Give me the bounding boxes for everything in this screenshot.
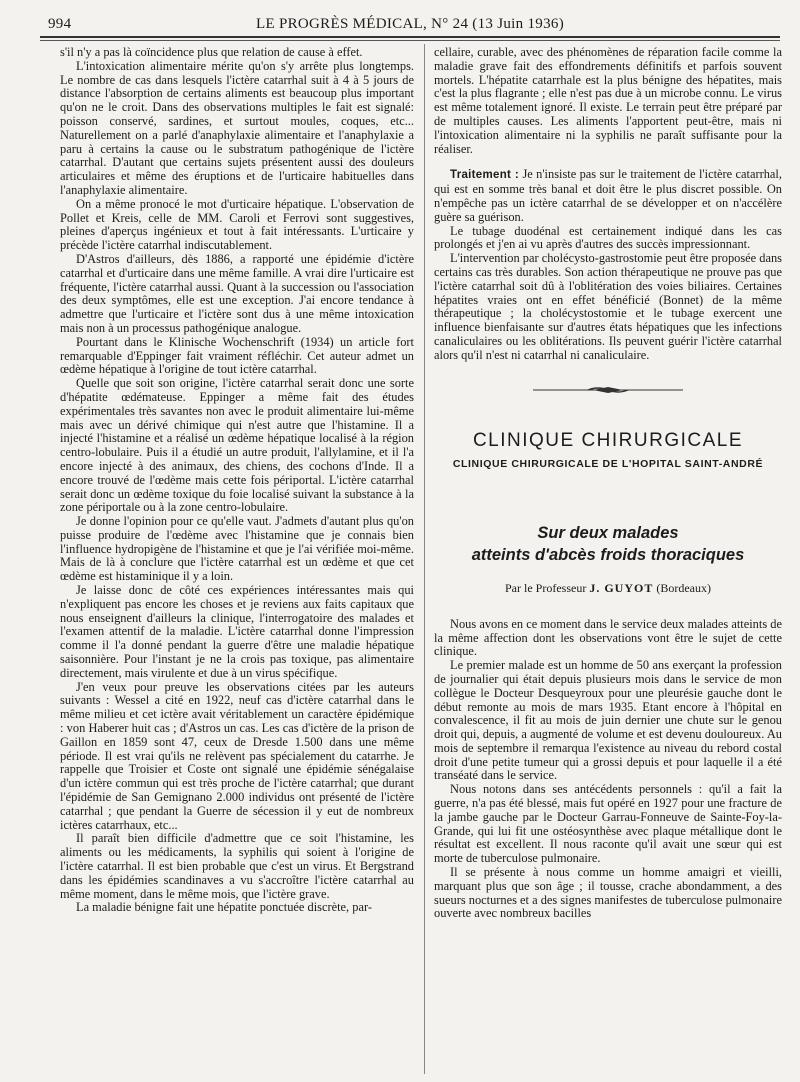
byline-prefix: Par le Professeur: [505, 580, 587, 595]
paragraph: Je laisse donc de côté ces expériences intéressantes mais qui n'expliquent pas encore les choses et je reviens aux faits capitaux que nous enseignent d'ailleurs la clinique, l'interrogatoire des malades et l'examen attentif de la maladie. L'ictère catarrhal donne l'impression comme il l'a donné pendant la guerre d'être une maladie hépatique saisonnière. Pour l'instant je ne la crois pas toxique, pas alimentaire directement, mais virulente et due à un virus spécifique.: [60, 583, 414, 680]
treatment-paragraph: [434, 168, 782, 224]
paragraph: La maladie bénigne fait une hépatite ponctuée discrète, par-: [76, 900, 372, 915]
section-title: CLINIQUE CHIRURGICALE: [472, 430, 744, 452]
column-divider: [424, 44, 425, 1074]
left-column: [60, 46, 414, 915]
paragraph: cellaire, curable, avec des phénomènes de réparation facile comme la maladie grave fait des effondrements définitifs et parfois souvent mortels. L'hépatite catarrhale est la plus bénigne des hépatites, mais c'est la plus flagrante ; elle n'est pas due à un microbe connu. Le virus est même totalement ignoré. Il existe. Le terrain peut être préparé par de multiples causes. Les aliments l'apportent peut-être, mais ni l'intoxication alimentaire ni la syphilis ne paraît suffisante pour la réaliser.: [434, 45, 782, 156]
header-rule: [40, 36, 780, 38]
paragraph: L'intervention par cholécysto-gastrostomie peut être proposée dans certains cas très durables. Son action thérapeutique ne prouve pas que l'ictère catarrhal soit dû à l'oblitération des voies biliaires. Certaines hépatites vraies ont en effet bénéficié (Bonnet) de la même thérapeutique ; la cholécystostomie et le tubage exercent une influence bienfaisante sur d'autres états hépatiques que les infections canaliculaires ou les oblitérations. Ils peuvent guérir l'ictère catarrhal alors qu'il n'est ni catarrhal ni canaliculaire.: [434, 251, 782, 362]
paragraph: Le tubage duodénal est certainement indiqué dans les cas prolongés et j'en ai vu après d'autres des succès impressionnant.: [434, 223, 782, 252]
paragraph: Il se présente à nous comme un homme amaigri et vieilli, marquant plus que son âge ; il tousse, crache abondamment, a des sueurs nocturnes et a des signes manifestes de tuberculose pulmonaire ouverte avec nombreux bacilles: [434, 865, 782, 921]
page-number: 994: [48, 16, 72, 32]
treatment-label: Traitement :: [450, 169, 520, 182]
paragraph: J'en veux pour preuve les observations citées par les auteurs suivants : Wessel a cité en 1922, neuf cas d'ictère catarrhal dans le même milieu et cet ictère avait véritablement un caractère épidémique : von Haberer huit cas ; d'Astros un cas. Les cas d'ictère de la prison de Gaillon en 1859 sont 47, ceux de Dresde 1.500 dans une même période. Il est vrai qu'ils ne relèvent pas spécialement du catarrhe. Je rappelle que Troisier et Coste ont signalé une épidémie sénégalaise d'un ictère commun qui est très proche de l'ictère catarrhal; que durant l'épidémie de San Gemignano 2.000 individus ont présenté de l'ictère catarrhal ; que pendant la Guerre de sécession il y eut de nombreux ictères catarrhaux, etc...: [60, 679, 414, 832]
treatment-text: Je n'insiste pas sur le traitement de l'ictère catarrhal, qui est en somme très banal et doit être le plus discret possible. On n'empêche pas un ictère catarrhal de se développer et on n'accélère guère sa guérison.: [434, 167, 782, 224]
section-subtitle: CLINIQUE CHIRURGICALE DE L'HOPITAL SAINT-ANDRÉ: [452, 458, 764, 471]
paragraph: Pourtant dans le Klinische Wochenschrift (1934) un article fort remarquable d'Eppinger fait vraiment réfléchir. Cet auteur admet un œdème hépatique à l'origine de tout ictère catarrhal.: [60, 334, 414, 377]
byline: [434, 582, 782, 596]
article-title-line: Sur deux malades: [537, 523, 679, 542]
journal-title: LE PROGRÈS MÉDICAL, N° 24 (13 Juin 1936): [255, 16, 564, 32]
ornament-rule-icon: [533, 385, 683, 395]
paragraph: s'il n'y a pas là coïncidence plus que relation de cause à effet.: [60, 45, 363, 59]
paragraph: On a même pronocé le mot d'urticaire hépatique. L'observation de Pollet et Kreis, celle de MM. Caroli et Ferrovi sont suggestives, pleines d'aperçus ingénieux et tout à fait intéressants. L'urticaire y précède l'ictère catarrhal indiscutablement.: [60, 196, 414, 253]
paragraph: D'Astros d'ailleurs, dès 1886, a rapporté une épidémie d'ictère catarrhal et d'urticaire dans une même famille. A vrai dire l'urticaire est fréquente, l'ictère catarrhal aussi. Quant à la succession ou l'association des deux symptômes, elle est une exception. J'ai encore tendance à admettre que l'urticaire et l'ictère sont dus à une même intoxication mais non à un processus pathogénique analogue.: [60, 251, 414, 335]
paragraph: Quelle que soit son origine, l'ictère catarrhal serait donc une sorte d'hépatite œdémateuse. Eppinger a même fait des études expérimentales très savantes non avec le produit alimentaire lui-même mais avec un dérivé chimique qui n'est autre que l'histamine. Il a injecté l'histamine et a réalisé un œdème hépatique localisé à la région centro-lobulaire. Puis il a étudié un autre produit, l'allylamine, et il l'a encore injecté à des animaux, des chiens, des cochons d'Inde. Il a encore trouvé de l'œdème mais cette fois périportal. L'ictère catarrhal serait donc un œdème toxique du foie localisé suivant la substance à la zone périportale ou à la zone centro-lobulaire.: [60, 376, 414, 515]
author-affiliation: (Bordeaux): [656, 580, 711, 595]
paragraph: L'intoxication alimentaire mérite qu'on s'y arrête plus longtemps. Le nombre de cas dans lesquels l'ictère catarrhal suit à 4 à 5 jours de distance l'absorption de certains aliments est beaucoup plus important qu'on ne le croit. Dans des observations multiples le fait est signalé: poisson conservé, sardines, et surtout moules, coques, etc... Naturellement on a parlé d'anaphylaxie alimentaire et l'anaphylaxie a paru à certains la cause ou le substratum pathogénique de l'ictère catarrhal. D'autant que certains sujets présentent aussi des douleurs articulaires et même des éruptions et de l'urticaire habituelles dans l'anaphylaxie alimentaire.: [60, 58, 414, 197]
header-rule-thin: [40, 40, 780, 41]
article-title: [434, 522, 782, 566]
right-column: [434, 46, 782, 921]
paragraph: Nous notons dans ses antécédents personnels : qu'il a fait la guerre, n'a pas été blessé, mais fut opéré en 1927 pour une fracture de la jambe gauche par le Docteur Garrau-Fonneuve de Sainte-Foy-la-Grande, qui lui fit une ostéosynthèse avec plaque métallique dont le résultat est excellent. Il nous raconte qu'il avait une sœur qui est morte de tuberculose pulmonaire.: [434, 782, 782, 866]
paragraph: Il paraît bien difficile d'admettre que ce soit l'histamine, les aliments ou les médicaments, la syphilis qui soient à l'origine de l'ictère catarrhal. Il est bien probable que c'est un virus. Et Bergstrand dans les épidémies scandinaves a vu s'accroître l'ictère catarrhal au même moment, dans le même mois, que l'ictère grave.: [60, 831, 414, 901]
article-title-line: atteints d'abcès froids thoraciques: [471, 545, 745, 564]
paragraph: Nous avons en ce moment dans le service deux malades atteints de la même affection dont les observations vont être le sujet de cette clinique.: [434, 616, 782, 659]
page-header: [40, 8, 780, 36]
author-name: J. GUYOT: [589, 580, 654, 595]
section-ornament: [434, 385, 782, 399]
paragraph: Je donne l'opinion pour ce qu'elle vaut. J'admets d'autant plus qu'on puisse produire de l'œdème avec l'histamine que je connais bien l'influence hydropigène de l'histamine et que je l'ai vérifiée moi-même. Mais de là à conclure que l'ictère catarrhal est un œdème et que cet œdème est histaminique il y a loin.: [60, 514, 414, 584]
paragraph: Le premier malade est un homme de 50 ans exerçant la profession de journalier qui était depuis plusieurs mois dans le service de mon collègue le Docteur Desqueyroux pour une pleurésie gauche dont le début remonte au mois de mars 1935. Etant encore à l'hôpital en convalescence, il fit au mois de juin dernier une chute sur le genou droit qui, depuis, a augmenté de volume et est devenu douloureux. Au mois de septembre il remarqua l'existence au niveau du rebord costal droit d'une petite tumeur qui a grossi depuis et pour laquelle il a été transéaté dans le service.: [434, 658, 782, 783]
